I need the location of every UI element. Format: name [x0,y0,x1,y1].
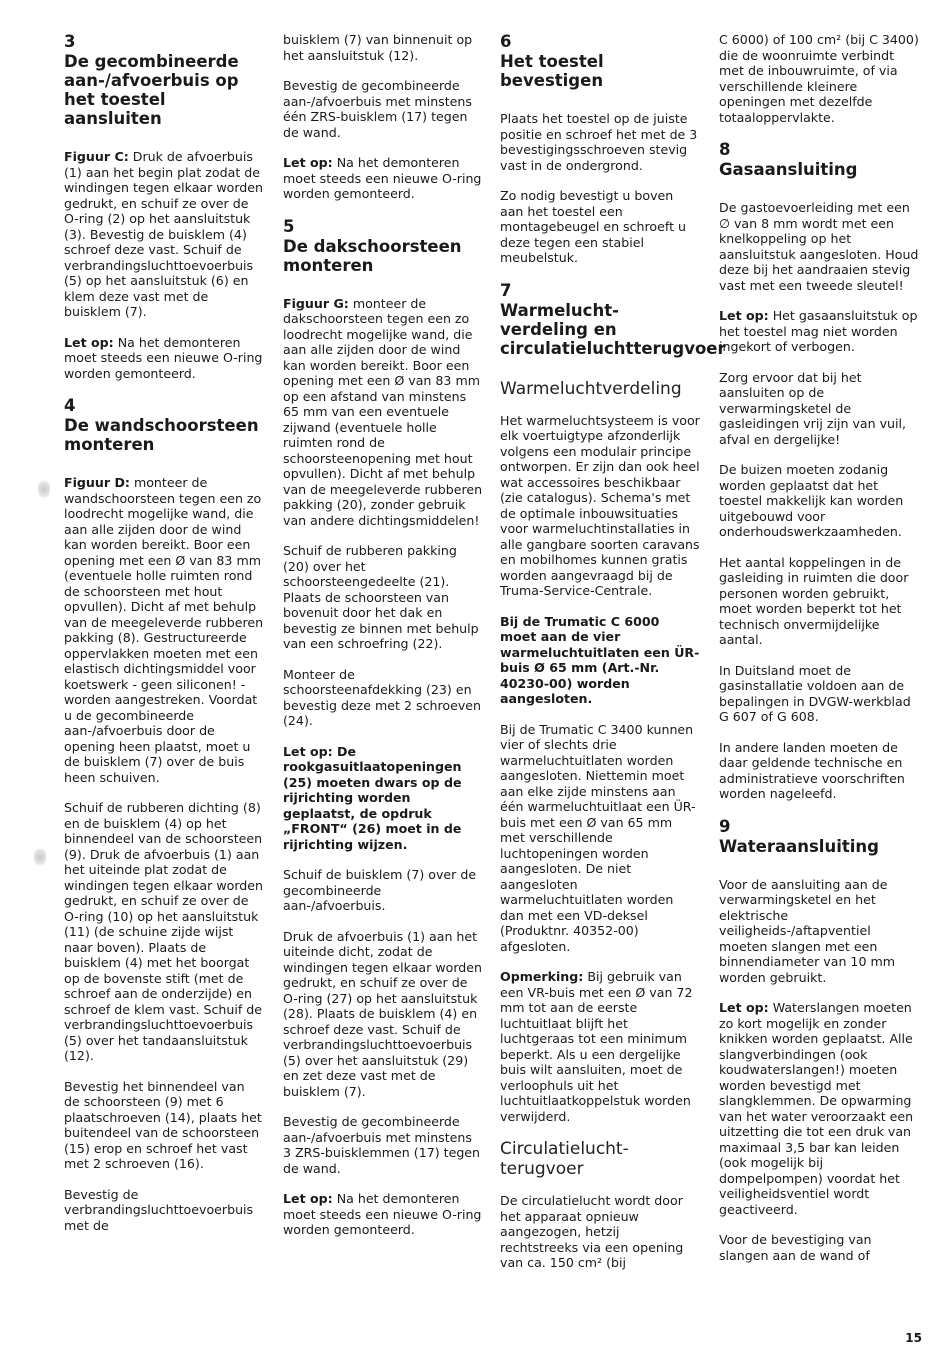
paragraph: Het aantal koppelingen in de gasleiding in ruimten die door personen worden gebruikt, moet worden beperkt tot het technisch onvermijdelijke aantal. [719,554,909,647]
column-1 [64,32,264,1248]
section-4-number: 4 [64,396,76,415]
paragraph: In andere landen moeten de daar geldende technische en administratieve voorschriften worden nageleefd. [719,739,905,801]
section-8-title: Gasaansluiting [719,160,858,179]
paragraph: Druk de afvoerbuis (1) aan het uiteinde dicht, zodat de windingen tegen elkaar worden gedrukt, en schuif ze over de O-ring (27) op het aansluitstuk (28). Plaats de buisklem (4) en schroef deze vast. Schuif de verbrandingsluchttoevoerbuis (5) over het aansluitstuk (29) en zet deze vast met de buisklem (7). [283,928,483,1099]
subheading-circulatieluchtterugvoer: Circulatielucht-terugvoer [500,1139,629,1179]
warning-paragraph: Let op: De rookgasuitlaatopeningen (25) moeten dwars op de rijrichting worden geplaatst, de opdruk „FRONT“ (26) moet in de rijrichting wijzen. [283,743,462,852]
note-paragraph: Opmerking: Bij gebruik van een VR-buis met een Ø van 72 mm tot aan de eerste luchtuitlaat blijft het luchtgeraas tot een minimum beperkt. Als u een dergelijke buis wilt aansluiten, moet de verloophuls uit het luchtuitlaatkoppelstuk worden verwijderd. [500,969,693,1124]
paragraph: In Duitsland moet de gasinstallatie voldoen aan de bepalingen in DVGW-werkblad G 607 of G 608. [719,662,911,724]
note-lead: Let op: [719,308,769,323]
paragraph: Bevestig het binnendeel van de schoorsteen (9) met 6 plaatschroeven (14), plaats het buitendeel van de schoorsteen (15) erop en schroef het vast met 2 schroeven (16). [64,1078,262,1171]
note-paragraph: Let op: Na het demonteren moet steeds een nieuwe O-ring worden gemonteerd. [283,1191,482,1237]
page-number: 15 [905,1331,922,1345]
scan-smudge-top [38,478,50,500]
paragraph: Figuur G: monteer de dakschoorsteen tegen een zo loodrecht mogelijke wand, die aan alle zijden door de wind kan worden bereikt. Boor een opening met een Ø van 83 mm op een afstand van minstens 65 mm van een eventuele zijwand (eventuele holle ruimten rond de schoorsteenopening met hout opvullen). Dicht af met behulp van de meegeleverde rubberen pakking (20), zonder gebruik van andere dichtingsmiddelen! [283,295,483,528]
paragraph: Bij de Trumatic C 3400 kunnen vier of slechts drie warmeluchtuitlaten worden aangesloten. Niettemin moet aan elke zijde minstens aan één warmeluchtuitlaat een ÜR-buis met een Ø van 65 mm met verschillende luchtopeningen worden aangesloten. De niet aangesloten warmeluchtuitlaten worden dan met een VD-deksel (Produktnr. 40352-00) afgesloten. [500,721,696,954]
note-lead: Let op: [719,1000,769,1015]
section-6-number: 6 [500,32,512,51]
paragraph: Voor de bevestiging van slangen aan de wand of [719,1232,872,1263]
note-paragraph: Let op: Het gasaansluitstuk op het toestel mag niet worden ingekort of verbogen. [719,308,918,354]
section-6-title: Het toestel bevestigen [500,52,604,90]
paragraph: Monteer de schoorsteenafdekking (23) en bevestig deze met 2 schroeven (24). [283,666,482,728]
paragraph: Figuur C: Druk de afvoerbuis (1) aan het begin plat zodat de windingen tegen elkaar worden gedrukt, en schuif ze over de O-ring (2) op het aansluitstuk (3). Bevestig de buisklem (4) schroef deze vast. Schuif de verbrandingsluchttoevoerbuis (5) op het aansluitstuk (6) en klem deze vast met de buisklem (7). [64,149,264,319]
paragraph: De circulatielucht wordt door het apparaat opnieuw aangezogen, hetzij rechtstreeks via een opening van ca. 150 cm² (bij [500,1193,684,1270]
paragraph: Plaats het toestel op de juiste positie en schroef het met de 3 bevestigingsschroeven stevig vast in de ondergrond. [500,111,698,173]
paragraph: Bevestig de verbrandingsluchttoevoerbuis met de [64,1186,254,1233]
paragraph: Zo nodig bevestigt u boven aan het toestel een montagebeugel en schroeft u deze tegen een stabiel meubelstuk. [500,188,687,265]
paragraph: Schuif de rubberen pakking (20) over het schoorsteengedeelte (21). Plaats de schoorsteen van bovenuit door het dak en bevestig ze binnen met behulp van een schroefring (22). [283,543,479,651]
note-paragraph: Let op: Na het demonteren moet steeds een nieuwe O-ring worden gemonteerd. [64,334,263,381]
section-3-title: De gecombineerde aan-/afvoerbuis op het toestel aansluiten [64,52,239,128]
paragraph: Bevestig de gecombineerde aan-/afvoerbuis met minstens 3 ZRS-buisklemmen (17) tegen de wand. [283,1114,481,1176]
section-3-number: 3 [64,32,76,51]
paragraph: Schuif de buisklem (7) over de gecombineerde aan-/afvoerbuis. [283,867,477,913]
section-5-number: 5 [283,216,295,236]
figure-lead: Figuur C: [64,149,129,164]
note-paragraph: Let op: Na het demonteren moet steeds een nieuwe O-ring worden gemonteerd. [283,155,482,201]
scan-smudge-bottom [34,846,46,868]
paragraph: Figuur D: monteer de wandschoorsteen tegen een zo loodrecht mogelijke wand, die aan alle zijden door de wind kan worden bereikt. Boor een opening met een Ø van 83 mm (eventuele holle ruimten rond de schoorsteen met hout opvullen). Dicht af met behulp van de meegeleverde rubberen pakking (8). Gestructureerde oppervlakken moeten met een elastisch dichtingsmiddel voor koetswerk - geen siliconen! - worden aangestreken. Voordat u de gecombineerde aan-/afvoerbuis door de opening heen plaatst, moet u de buisklem (7) over de buis heen schuiven. [64,475,264,785]
section-4-title: De wandschoorsteen monteren [64,416,259,454]
paragraph: C 6000) of 100 cm² (bij C 3400) die de woonruimte verbindt met de inbouwruimte, of via verschillende kleinere openingen met dezelfde totaaloppervlakte. [719,32,919,125]
paragraph: Zorg ervoor dat bij het aansluiten op de verwarmingsketel de gasleidingen vrij zijn van vuil, afval en dergelijke! [719,369,907,447]
note-lead: Opmerking: [500,969,584,984]
paragraph: Schuif de rubberen dichting (8) en de buisklem (4) op het binnendeel van de schoorsteen (9). Druk de afvoerbuis (1) aan het uiteinde plat zodat de windingen tegen elkaar worden gedrukt, en schuif ze over de O-ring (10) op het aansluitstuk (11) (de schuine zijde wijst naar boven). Plaats de buisklem (4) met het boorgat op de bovenste stift (met de schroef aan de onderzijde) en schroef de klem vast. Schuif de verbrandingsluchttoevoerbuis (5) over het tandaansluitstuk (12). [64,800,264,1063]
paragraph: buisklem (7) van binnenuit op het aansluitstuk (12). [283,32,473,63]
section-8-number: 8 [719,140,731,159]
section-7-number: 7 [500,280,512,300]
note-paragraph: Let op: Waterslangen moeten zo kort mogelijk en zonder knikken worden geplaatst. Alle slangverbindingen (ook koudwaterslangen!) moeten worden bevestigd met slangklemmen. De opwarming van het water veroorzaakt een uitzetting die tot een druk van maximaal 3,5 bar kan leiden (ook mogelijk bij dompelpompen) voordat het veiligheidsventiel wordt geactiveerd. [719,1000,914,1217]
paragraph: De buizen moeten zodanig worden geplaatst dat het toestel makkelijk kan worden uitgebouwd voor onderhoudswerkzaamheden. [719,462,904,539]
note-lead: Let op: [283,155,333,170]
note-lead: Let op: [64,334,114,350]
bold-paragraph: Bij de Trumatic C 6000 moet aan de vier warmeluchtuitlaten een ÜR-buis Ø 65 mm (Art.-Nr. 40230-00) worden aangesloten. [500,613,700,706]
figure-lead: Figuur D: [64,475,130,490]
subheading-warmeluchtverdeling: Warmeluchtverdeling [500,378,682,399]
section-7-title: Warmelucht-verdeling en circulatieluchtterugvoer [500,300,726,358]
column-4 [719,32,919,1278]
section-9-title: Wateraansluiting [719,836,879,856]
column-2 [283,32,483,1253]
paragraph: Bevestig de gecombineerde aan-/afvoerbuis met minstens één ZRS-buisklem (17) tegen de wand. [283,78,472,140]
figure-lead: Figuur G: [283,295,349,311]
section-5-title: De dakschoorsteen monteren [283,236,462,275]
paragraph: Het warmeluchtsysteem is voor elk voertuigtype afzonderlijk volgens een modulair principe ontworpen. Er zijn dan ook heel wat accessoires beschikbaar (zie catalogus). Schema's met de optimale inbouwsituaties voor warmeluchtinstallaties in alle gangbare soorten caravans en mobilhomes kunnen gratis worden aangevraagd bij de Truma-Service-Centrale. [500,412,700,598]
note-lead: Let op: [283,1191,333,1206]
section-9-number: 9 [719,816,731,836]
paragraph: Voor de aansluiting aan de verwarmingsketel en het elektrische veiligheids-/aftapventiel moeten slangen met een binnendiameter van 10 mm worden gebruikt. [719,876,895,985]
column-3 [500,32,726,1286]
paragraph: De gastoevoerleiding met een ∅ van 8 mm wordt met een knelkoppeling op het aansluitstuk aangesloten. Houd deze bij het aandraaien stevig vast met een tweede sleutel! [719,200,919,293]
